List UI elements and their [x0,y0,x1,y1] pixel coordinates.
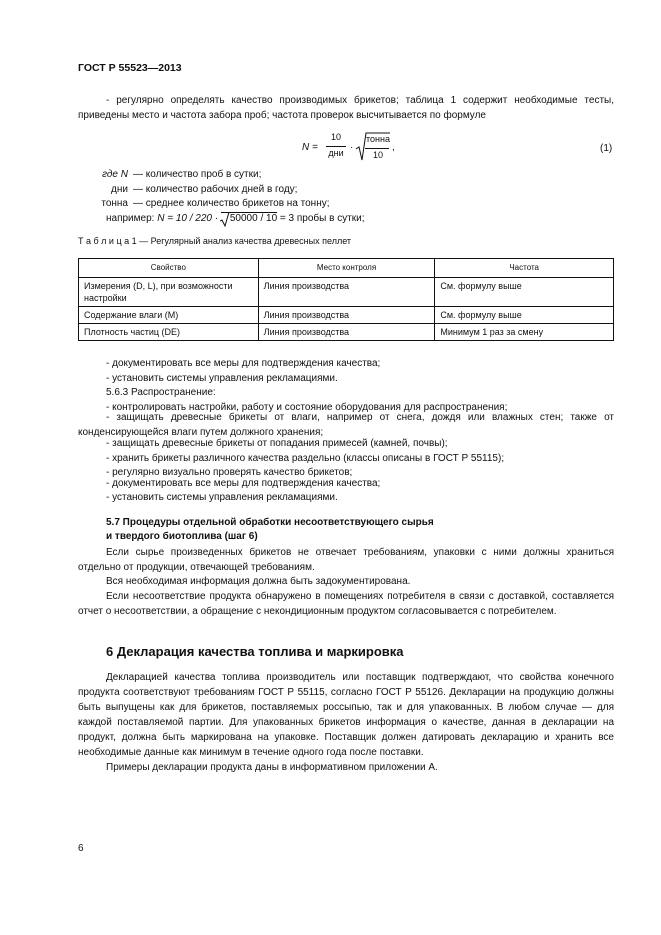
subsection-heading: 5.6.3 Распространение: [106,387,216,398]
section-6-heading: 6 Декларация качества топлива и маркировка [106,644,404,659]
example-result: = 3 пробы в сутки; [279,213,365,224]
formula-fraction-bar [326,146,346,147]
where-symbol-ton: тонна [101,198,128,209]
example-line [106,211,365,226]
section-6-paragraph-2: Примеры декларации продукта даны в информативном приложении А. [106,762,438,773]
table-header-frequency: Частота [435,259,614,278]
formula-root-numerator: тонна [366,134,390,144]
formula-dot: · [350,142,354,153]
formula-numerator: 10 [330,132,341,142]
formula-root-bar [365,148,389,149]
section-5-7-title-line1: 5.7 Процедуры отдельной обработки несоответствующего сырья [106,517,434,528]
document-header: ГОСТ Р 55523—2013 [78,62,182,74]
table-caption: Т а б л и ц а 1 — Регулярный анализ качества древесных пеллет [78,236,352,246]
table-cell: Линия производства [258,324,435,341]
table-row [79,324,614,341]
table-cell: Измерения (D, L), при возможности настройки [79,278,259,307]
table-cell: Содержание влаги (M) [79,307,259,324]
root-sign-icon [220,212,230,227]
section-6-paragraph-1: Декларацией качества топлива производитель или поставщик подтверждают, что свойства конечного продукта соответствуют требованиям ГОСТ Р 55115, согласно ГОСТ Р 55126. Декларации на продукцию должны быть выпущены как для брикетов, поставляемых россыпью, так и для упакованных. В любом случае — для каждой поставляемой партии. Для упакованных брикетов информация о качестве, данная в декларации на продукт, должна быть маркирована на упаковке. Поставщик должен датировать декларацию и хранить все необходимые данные как минимум в течение одного года после поставки. [78,672,614,758]
list-item: - установить системы управления рекламациями. [106,373,338,384]
list-item: - документировать все меры для подтверждения качества; [106,478,381,489]
table-row [79,307,614,324]
where-text-days: — количество рабочих дней в году; [133,184,298,195]
table-cell: Минимум 1 раз за смену [435,324,614,341]
list-item: - документировать все меры для подтверждения качества; [106,358,381,369]
list-item: - хранить брикеты различного качества раздельно (классы описаны в ГОСТ Р 55115); [106,453,505,464]
table-cell: См. формулу выше [435,307,614,324]
section-5-7-paragraph-1: Если сырье произведенных брикетов не отвечает требованиям, упаковки с ними должны храниться отдельно от продукции, отвечающей требованиям. [78,547,614,573]
section-5-7-paragraph-3: Если несоответствие продукта обнаружено в помещениях потребителя в связи с доставкой, составляется отчет о несоответствии, а обращение с некондиционным продуктом согласовывается с потребителем. [78,591,614,617]
formula-comma: , [392,142,395,153]
list-item: - регулярно визуально проверять качество брикетов; [106,467,353,478]
table-cell: Линия производства [258,307,435,324]
example-prefix: например: [106,213,155,224]
table-cell: Плотность частиц (DE) [79,324,259,341]
formula-number: (1) [600,143,613,154]
intro-paragraph: - регулярно определять качество производимых брикетов; таблица 1 содержит необходимые тесты, приведены место и частота забора проб; частота проверок высчитывается по формуле [78,95,614,121]
list-item: - контролировать настройки, работу и состояние оборудования для распространения; [106,402,508,413]
table-cell: Линия производства [258,278,435,307]
example-root [221,212,277,225]
list-item: - установить системы управления рекламациями. [106,492,338,503]
quality-table [78,258,614,341]
section-5-7-title-line2: и твердого биотоплива (шаг 6) [106,531,258,542]
formula-denominator: дни [328,148,344,158]
section-5-7-paragraph-2: Вся необходимая информация должна быть задокументирована. [106,576,411,587]
where-symbol-n: где N [102,169,128,180]
formula-lhs: N = [302,142,318,153]
list-item: - защищать древесные брикеты от попадания примесей (камней, почвы); [106,438,448,449]
where-symbol-days: дни [111,184,128,195]
table-header-row [79,259,614,278]
where-text-ton: — среднее количество брикетов на тонну; [133,198,330,209]
example-radicand: 50000 / 10 [229,213,278,224]
formula-root-denominator: 10 [372,150,383,160]
table-row [79,278,614,307]
example-expression: N = 10 / 220 · [157,213,219,224]
where-text-n: — количество проб в сутки; [133,169,262,180]
formula-1 [300,132,410,164]
table-cell: См. формулу выше [435,278,614,307]
list-item: - защищать древесные брикеты от влаги, например от снега, дождя или влажных стен; также от конденсирующейся влаги путем должного хранения; [78,412,614,438]
table-header-property: Свойство [79,259,259,278]
table-header-location: Место контроля [258,259,435,278]
section-5-7-heading [106,516,434,544]
page-number: 6 [78,843,84,854]
